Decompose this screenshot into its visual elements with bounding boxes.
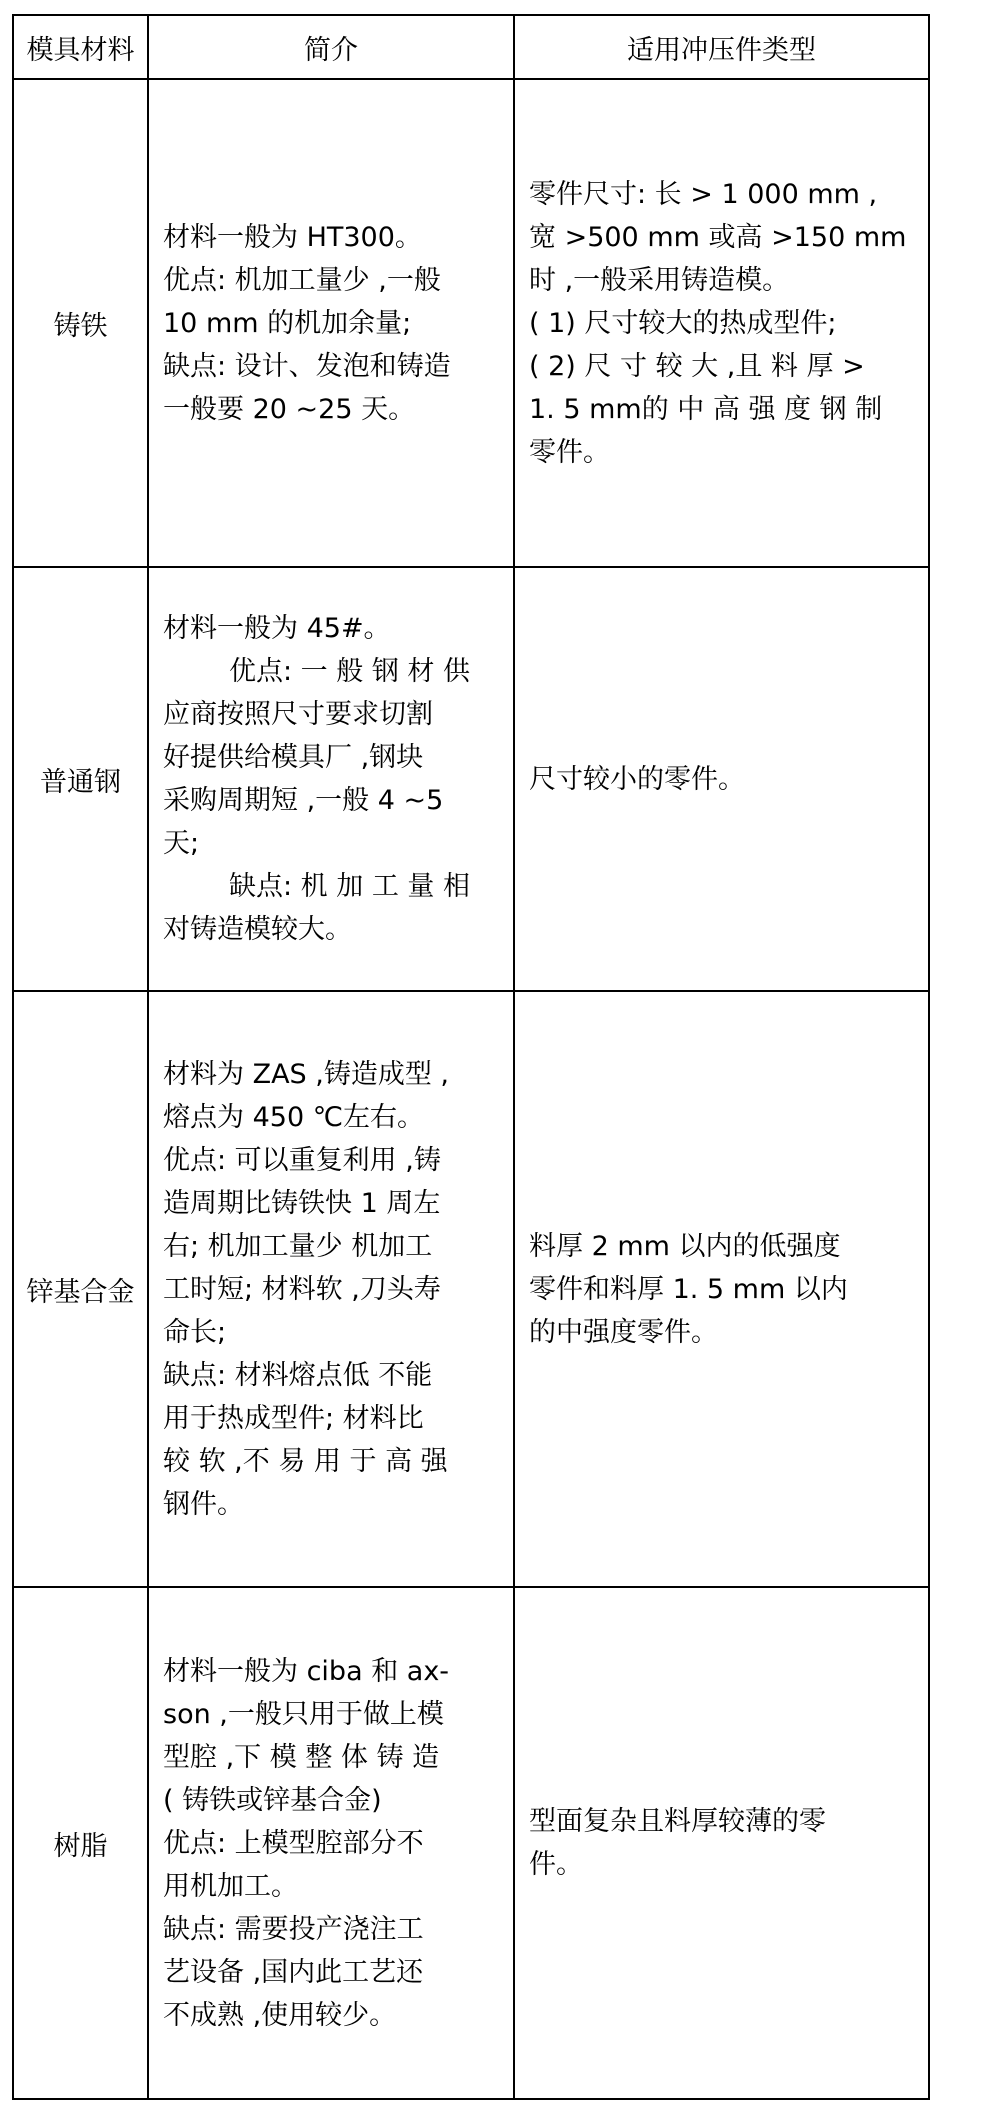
intro-line: 材料一般为 HT300。 bbox=[163, 221, 422, 253]
intro-line: 不成熟 ,使用较少。 bbox=[163, 1999, 397, 2031]
intro-line: 天; bbox=[163, 828, 200, 859]
header-row bbox=[13, 15, 929, 79]
intro-line: 材料一般为 45#。 bbox=[163, 613, 391, 644]
usage-line: 时 ,一般采用铸造模。 bbox=[529, 264, 790, 296]
intro-line: 型腔 ,下 模 整 体 铸 造 bbox=[163, 1741, 440, 1773]
header-usage: 适用冲压件类型 bbox=[514, 15, 929, 79]
usage-cell bbox=[514, 991, 929, 1587]
intro-cell bbox=[148, 1587, 514, 2099]
usage-line: ( 1) 尺寸较大的热成型件; bbox=[529, 307, 837, 339]
intro-line: 一般要 20 ~25 天。 bbox=[163, 393, 416, 425]
intro-line: 采购周期短 ,一般 4 ~5 bbox=[163, 785, 444, 816]
usage-line: 1. 5 mm的 中 高 强 度 钢 制 bbox=[529, 393, 883, 425]
intro-line: 好提供给模具厂 ,钢块 bbox=[163, 742, 424, 773]
usage-line: 宽 >500 mm 或高 >150 mm bbox=[529, 221, 907, 253]
header-intro: 简介 bbox=[148, 15, 514, 79]
intro-line: 应商按照尺寸要求切割 bbox=[163, 699, 433, 730]
intro-line: 右; 机加工量少 机加工 bbox=[163, 1230, 433, 1262]
intro-line: 缺点: 设计、发泡和铸造 bbox=[163, 350, 451, 382]
table-row bbox=[13, 1587, 929, 2099]
intro-line: 艺设备 ,国内此工艺还 bbox=[163, 1956, 424, 1988]
intro-line: 熔点为 450 ℃左右。 bbox=[163, 1101, 425, 1133]
usage-cell bbox=[514, 567, 929, 991]
intro-line: 缺点: 机 加 工 量 相 bbox=[229, 871, 471, 902]
intro-line: 材料一般为 ciba 和 ax- bbox=[163, 1655, 450, 1687]
intro-cell bbox=[148, 567, 514, 991]
mold-material-table bbox=[12, 14, 930, 2100]
intro-line: 材料为 ZAS ,铸造成型 , bbox=[163, 1058, 450, 1090]
intro-line: 工时短; 材料软 ,刀头寿 bbox=[163, 1273, 441, 1305]
material-cell: 树脂 bbox=[13, 1587, 148, 2099]
intro-line: 钢件。 bbox=[163, 1488, 244, 1520]
intro-line: 造周期比铸铁快 1 周左 bbox=[163, 1187, 441, 1219]
table-row bbox=[13, 991, 929, 1587]
intro-line: 10 mm 的机加余量; bbox=[163, 307, 412, 339]
material-cell: 普通钢 bbox=[13, 567, 148, 991]
usage-cell bbox=[514, 79, 929, 567]
intro-line: ( 铸铁或锌基合金) bbox=[163, 1784, 382, 1816]
intro-line: 优点: 一 般 钢 材 供 bbox=[229, 656, 471, 687]
table-row bbox=[13, 79, 929, 567]
intro-line: 用机加工。 bbox=[163, 1870, 298, 1902]
intro-line: 命长; bbox=[163, 1316, 227, 1348]
usage-line: 型面复杂且料厚较薄的零 bbox=[529, 1806, 826, 1837]
intro-line: 对铸造模较大。 bbox=[163, 914, 352, 945]
usage-line: ( 2) 尺 寸 较 大 ,且 料 厚 > bbox=[529, 350, 865, 382]
usage-line: 零件。 bbox=[529, 436, 610, 468]
usage-line: 零件尺寸: 长 > 1 000 mm , bbox=[529, 178, 878, 210]
intro-line: 缺点: 需要投产浇注工 bbox=[163, 1913, 424, 1945]
intro-cell bbox=[148, 991, 514, 1587]
intro-line: 优点: 可以重复利用 ,铸 bbox=[163, 1144, 441, 1176]
header-material: 模具材料 bbox=[13, 15, 148, 79]
intro-line: 较 软 ,不 易 用 于 高 强 bbox=[163, 1445, 448, 1477]
intro-line: 用于热成型件; 材料比 bbox=[163, 1402, 424, 1434]
table-row bbox=[13, 567, 929, 991]
material-cell: 锌基合金 bbox=[13, 991, 148, 1587]
usage-line: 料厚 2 mm 以内的低强度 bbox=[529, 1230, 841, 1262]
material-cell: 铸铁 bbox=[13, 79, 148, 567]
intro-line: son ,一般只用于做上模 bbox=[163, 1698, 444, 1730]
intro-line: 优点: 上模型腔部分不 bbox=[163, 1827, 424, 1859]
usage-line: 的中强度零件。 bbox=[529, 1316, 718, 1348]
usage-line: 零件和料厚 1. 5 mm 以内 bbox=[529, 1273, 848, 1305]
usage-line: 件。 bbox=[529, 1849, 583, 1880]
intro-cell bbox=[148, 79, 514, 567]
intro-line: 缺点: 材料熔点低 不能 bbox=[163, 1359, 433, 1391]
usage-cell bbox=[514, 1587, 929, 2099]
intro-line: 优点: 机加工量少 ,一般 bbox=[163, 264, 441, 296]
usage-line: 尺寸较小的零件。 bbox=[529, 763, 745, 795]
